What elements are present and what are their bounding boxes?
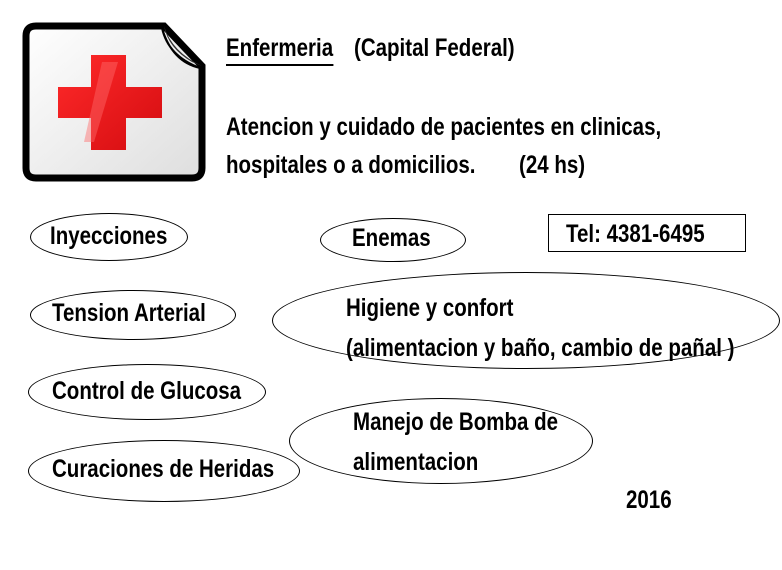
page-title xyxy=(226,34,357,66)
service-bomba-line-2: alimentacion xyxy=(353,448,479,476)
service-higiene-line-1: Higiene y confort xyxy=(346,294,514,322)
service-higiene-line-2: (alimentacion y baño, cambio de pañal ) xyxy=(346,334,735,362)
service-tension: Tension Arterial xyxy=(52,299,206,327)
red-cross-icon xyxy=(22,22,207,182)
location-text: (Capital Federal) xyxy=(354,34,515,62)
description-line-2: hospitales o a domicilios. xyxy=(226,151,476,179)
description-line-1: Atencion y cuidado de pacientes en clinicas, xyxy=(226,113,662,141)
service-heridas: Curaciones de Heridas xyxy=(52,455,275,483)
year-text: 2016 xyxy=(626,486,672,514)
phone-label: Tel: 4381-6495 xyxy=(566,220,705,248)
service-glucosa: Control de Glucosa xyxy=(52,377,242,405)
service-bomba-line-1: Manejo de Bomba de xyxy=(353,408,559,436)
hours-text: (24 hs) xyxy=(519,151,586,179)
service-enemas: Enemas xyxy=(352,224,431,252)
service-inyecciones: Inyecciones xyxy=(50,222,168,250)
red-cross-logo xyxy=(22,22,207,182)
title-text: Enfermeria xyxy=(226,34,333,66)
